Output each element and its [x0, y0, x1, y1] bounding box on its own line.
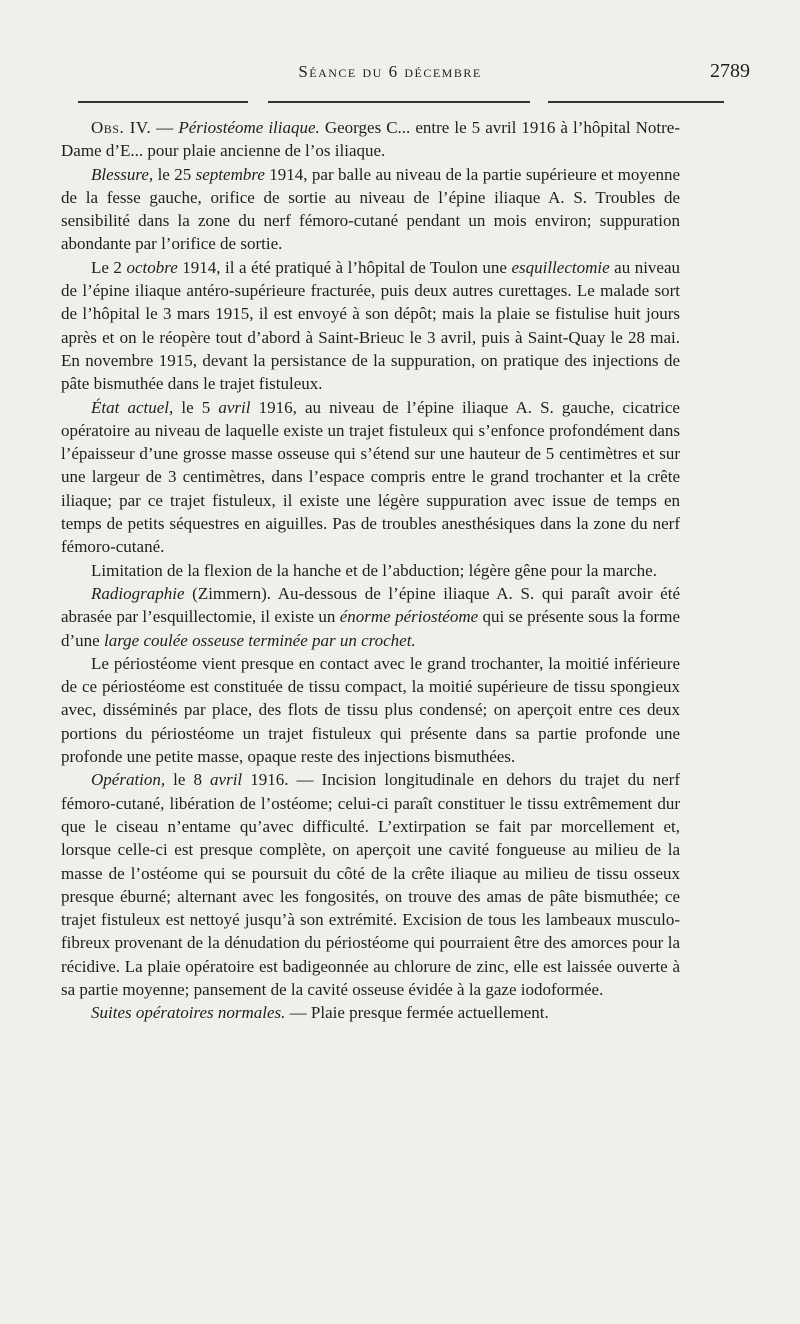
- text-run: Le 2: [91, 257, 127, 277]
- paragraph: [61, 582, 680, 652]
- running-title: Séance du 6 décembre: [298, 62, 482, 81]
- text-run: esquillectomie: [511, 257, 610, 277]
- header-rule-segment: [268, 101, 530, 103]
- text-run: —: [151, 118, 179, 137]
- text-run: le 8: [165, 770, 211, 790]
- page-number: 2789: [710, 60, 750, 82]
- paragraph: [61, 256, 680, 396]
- text-run: Périostéome iliaque.: [178, 118, 320, 137]
- paragraph: [61, 1001, 680, 1024]
- paragraph: [61, 116, 680, 163]
- text-run: Radiographie: [91, 583, 185, 603]
- paragraph: [61, 652, 680, 768]
- text-run: au niveau de l’épine iliaque antéro-supérieure fracturée, puis deux autres curettages. Le malade sort de l’hôpital le 3 mars 1915, il est envoyé à son dépôt; mais la plaie se fistulise huit jours après et on le réopère tout d’abord à Saint-Brieuc le 3 avril, puis à Saint-Quay le 28 mai. En novembre 1915, devant la persistance de la suppuration, on pratique des injections de pâte bismuthée dans le trajet fistuleux.: [61, 257, 681, 394]
- paragraph: [61, 163, 680, 256]
- text-run: Georges C... entre le 5 avril 1916 à l’hôpital Notre-Dame d’E... pour plaie ancienne de l’os iliaque.: [61, 118, 681, 161]
- paragraph: [61, 768, 680, 1001]
- text-run: État actuel,: [91, 397, 174, 417]
- header-rule-segment: [548, 101, 724, 103]
- text-run: Blessure,: [91, 164, 154, 184]
- text-run: qui se présente sous la forme d’une: [61, 607, 680, 650]
- text-run: le 25: [153, 164, 196, 184]
- text-run: 1914, il a été pratiqué à l’hôpital de Toulon une: [177, 257, 512, 277]
- text-run: octobre: [126, 257, 178, 277]
- text-run: avril: [218, 397, 251, 417]
- text-run: Obs. IV.: [91, 118, 152, 137]
- running-header: [60, 60, 750, 92]
- text-run: avril: [210, 770, 243, 790]
- header-rule: [78, 101, 724, 103]
- text-run: Le périostéome vient presque en contact avec le grand trochanter, la moitié inférieure de ce périostéome est constituée de tissu compact, la moitié supérieure de tissu spongieux avec, disséminés par place, des flots de tissu plus condensé; on aperçoit entre ces deux portions du périostéome un trajet fistuleux qui présente dans sa partie profonde une profonde une petite masse, opaque reste des injections bismuthées.: [61, 653, 680, 767]
- header-rule-segment: [78, 101, 248, 103]
- text-run: énorme périostéome: [339, 607, 479, 627]
- text-run: — Plaie presque fermée actuellement.: [285, 1003, 549, 1023]
- text-run: 1914, par balle au niveau de la partie supérieure et moyenne de la fesse gauche, orifice de sortie au niveau de l’épine iliaque A. S. Troubles de sensibilité dans la zone du nerf fémoro-cutané pendant un mois environ; suppuration abondante par l’orifice de sortie.: [61, 164, 680, 254]
- text-run: large coulée osseuse terminée par un crochet.: [103, 630, 416, 650]
- text-run: Limitation de la flexion de la hanche et de l’abduction; légère gêne pour la marche.: [91, 560, 657, 580]
- paragraph: [61, 396, 680, 559]
- text-run: (Zimmern). Au-dessous de l’épine iliaque A. S. qui paraît avoir été abrasée par l’esquillectomie, il existe un: [61, 583, 680, 627]
- text-run: septembre: [195, 164, 265, 184]
- body-text: [61, 116, 680, 1025]
- text-run: Suites opératoires normales.: [91, 1003, 286, 1023]
- paragraph: [61, 559, 680, 582]
- text-run: le 5: [173, 397, 219, 417]
- text-run: Opération,: [91, 770, 166, 790]
- text-run: 1916, au niveau de l’épine iliaque A. S. gauche, cicatrice opératoire au niveau de laquelle existe un trajet fistuleux qui s’enfonce profondément dans l’épaisseur d’une grosse masse osseuse qui s’étend sur une hauteur de 5 centimètres et sur une largeur de 3 centimètres, dans l’espace compris entre le grand trochanter et la crête iliaque; par ce trajet fistuleux, il existe une légère suppuration avec issue de temps en temps de petits séquestres en aiguilles. Pas de troubles anesthésiques dans la zone du nerf fémoro-cutané.: [61, 397, 680, 557]
- text-run: 1916. — Incision longitudinale en dehors du trajet du nerf fémoro-cutané, libération de l’ostéome; celui-ci paraît constituer le tissu extrêmement dur que le ciseau n’entame qu’avec difficulté. L’extirpation se fait par morcellement et, lorsque celle-ci est presque complète, on aperçoit une cavité fongueuse au milieu de la masse de l’ostéome qui se poursuit du côté de la crête iliaque au milieu de tissu osseux presque éburné; alternant avec les fongosités, on trouve des amas de pâte bismuthée; ce trajet fistuleux est nettoyé jusqu’à son extrémité. Excision de tous les lambeaux musculo-fibreux provenant de la dénudation du périostéome qui pourraient être des amorces pour la récidive. La plaie opératoire est badigeonnée au chlorure de zinc, elle est laissée ouverte à sa partie moyenne; pansement de la cavité osseuse évidée à la gaze iodoformée.: [61, 770, 680, 999]
